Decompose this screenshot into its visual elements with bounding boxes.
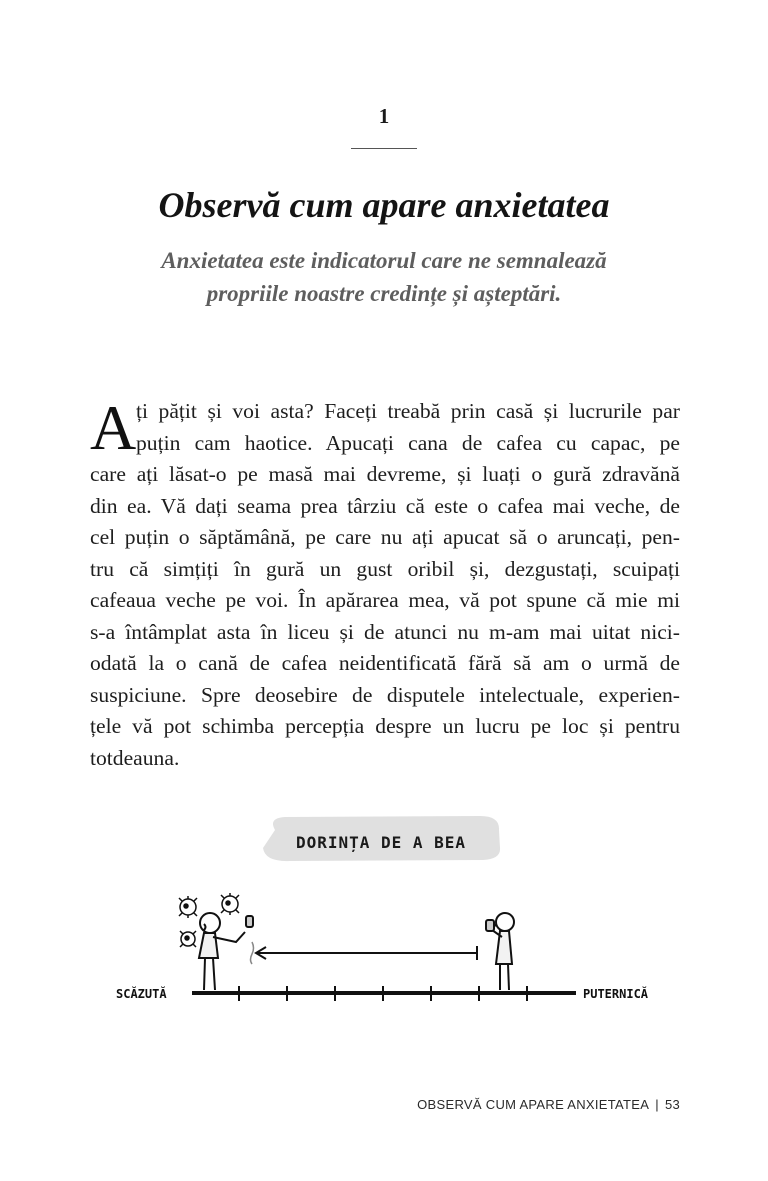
desire-scale <box>116 986 649 1001</box>
paragraph-line: din ea. Vă dați seama prea târziu că este o cafea mai veche, de <box>90 493 680 518</box>
germ-icon <box>221 893 239 915</box>
chapter-number: 1 <box>378 104 390 128</box>
drop-cap: A <box>90 392 137 463</box>
page-number: 53 <box>664 1097 680 1112</box>
paragraph-line: care ați lăsat-o pe masă mai devreme, și luați o gură zdravănă <box>90 462 680 486</box>
paragraph-line: cafeaua veche pe voi. În apărarea mea, vă pot spune că mie mi <box>90 588 680 612</box>
subtitle-line: Anxietatea este indicatorul care ne semnalează <box>161 248 607 273</box>
disgusted-figure <box>199 913 254 990</box>
paragraph-line: s-a întâmplat asta în liceu și de atunci nu m-am mai uitat nici- <box>90 619 680 644</box>
drinking-figure <box>486 913 514 990</box>
paragraph-line: țele vă pot schimba percepția despre un lucru pe loc și pentru <box>90 714 680 738</box>
paragraph-line: totdeauna. <box>90 745 180 770</box>
caption-label: DORINȚA DE A BEA <box>295 833 467 852</box>
paragraph-line: cel puțin o săptămână, pe care nu ați apucat să o aruncați, pen- <box>90 525 680 549</box>
chapter-subtitle <box>60 244 708 310</box>
footer-separator: | <box>655 1097 659 1112</box>
germ-icon <box>180 931 196 947</box>
scale-low-label: SCĂZUTĂ <box>116 987 167 1001</box>
paragraph-line: suspiciune. Spre deosebire de disputele intelectuale, experien- <box>90 682 680 707</box>
desire-to-drink-illustration <box>100 812 680 1012</box>
chapter-title: Observă cum apare anxietatea <box>158 185 610 225</box>
running-title: OBSERVĂ CUM APARE ANXIETATEA <box>417 1097 650 1112</box>
paragraph-line: tru că simțiți în gură un gust oribil și, dezgustați, scuipați <box>90 556 680 581</box>
caption-cloud <box>263 816 500 861</box>
running-footer <box>417 1097 680 1112</box>
paragraph-line: odată la o cană de cafea neidentificată fără să am o urmă de <box>90 651 680 675</box>
subtitle-line: propriile noastre credințe și așteptări. <box>206 281 562 306</box>
paragraph-line: ți pățit și voi asta? Faceți treabă prin casă și lucrurile par <box>136 399 680 423</box>
body-paragraph <box>90 392 680 774</box>
shift-arrow <box>256 946 477 960</box>
scale-high-label: PUTERNICĂ <box>583 987 649 1001</box>
germ-icon <box>179 896 197 918</box>
chapter-divider <box>351 148 417 149</box>
paragraph-line: puțin cam haotice. Apucați cana de cafea cu capac, pe <box>136 430 680 455</box>
